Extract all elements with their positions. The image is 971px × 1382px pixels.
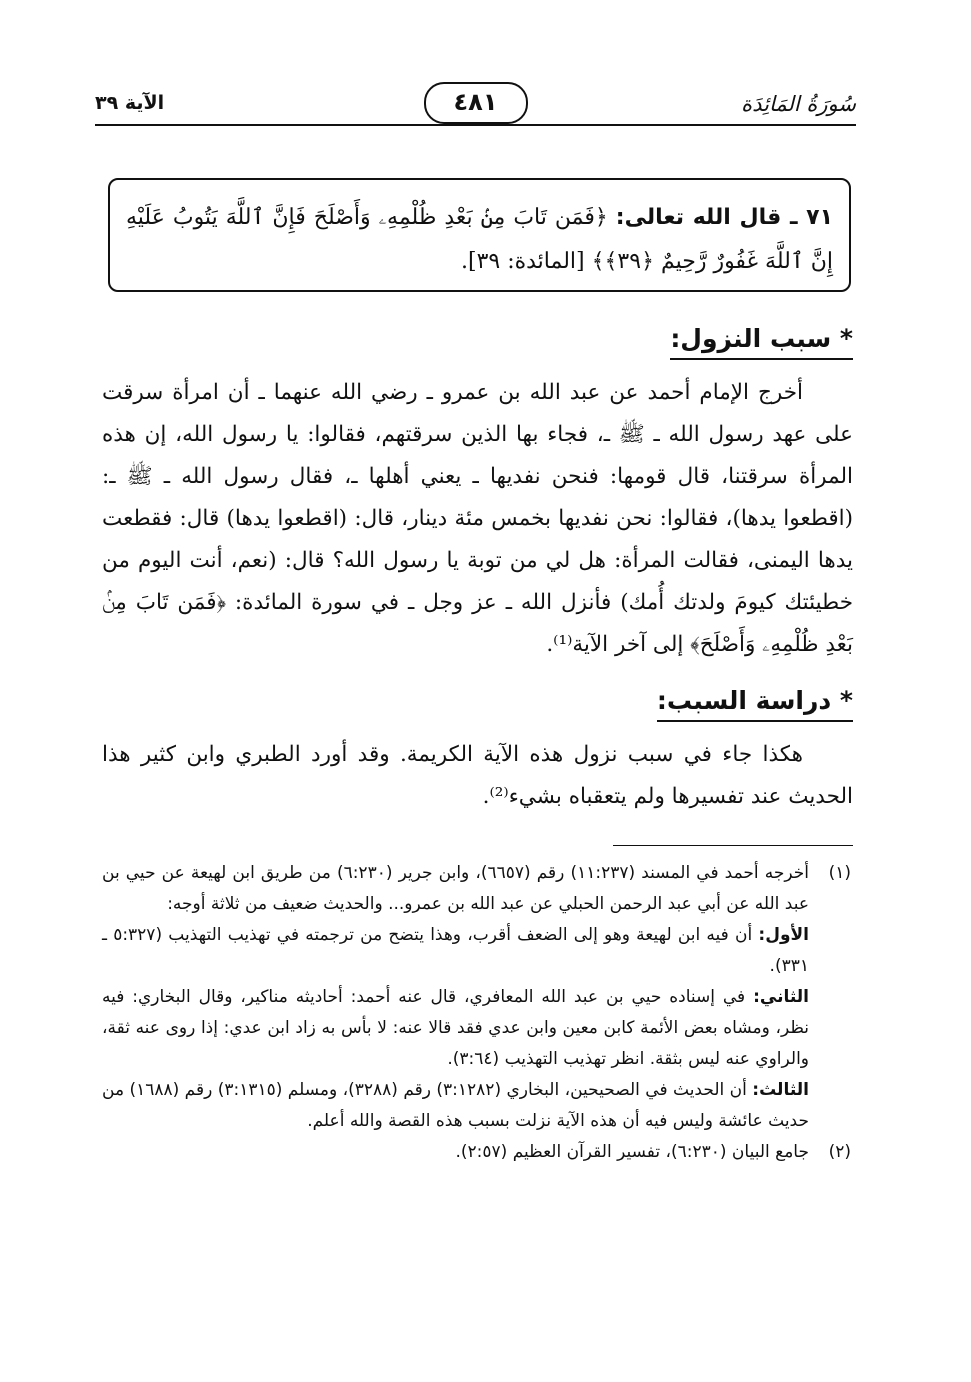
footnote-number: (٢) — [828, 1142, 851, 1162]
point-text: في إسناده حيي بن عبد الله المعافري، قال عنه أحمد: أحاديثه مناكير، وقال البخاري: فيه نظر، ومشاه بعض الأئمة كابن معين وابن عدي فقد قالا عنه: لا بأس به زاد ابن عدي: إذا روى عنه ثقة، والراوي عنه ليس بثقة. انظر تهذيب التهذيب (٣:٦٤). — [102, 987, 809, 1069]
surah-name: سُورَةُ المَائِدَة — [741, 92, 856, 116]
footnote-number: (١) — [828, 863, 851, 883]
footnote-1 — [102, 858, 851, 1137]
verse-box — [108, 178, 851, 292]
footnotes — [102, 858, 851, 1168]
revelation-cause-body: أخرج الإمام أحمد عن عبد الله بن عمرو ـ رضي الله عنهما ـ أن امرأة سرقت على عهد رسول الله ـ ﷺ ـ، فجاء بها الذين سرقتهم، فقالوا: يا رسول الله، إن هذه المرأة سرقتنا، قال قومها: فنحن نفديها ـ يعني أهلها ـ، فقال رسول الله ـ ﷺ ـ: (اقطعوا يدها)، فقالوا: نحن نفديها بخمس مئة دينار، قال: (اقطعوا يدها) قال: فقطعت يدها اليمنى، فقالت المرأة: هل لي من توبة يا رسول الله؟ قال: (نعم، أنت اليوم من خطيئتك كيومَ ولدتك أُمك) فأنزل الله ـ عز وجل ـ في سورة المائدة: ﴿فَمَن تَابَ مِنۢ بَعْدِ ظُلْمِهِۦ وَأَصْلَحَ﴾ إلى آخر الآية⁽¹⁾. — [102, 380, 853, 657]
footnote-separator — [613, 845, 853, 846]
point-text: أن فيه ابن لهيعة وهو إلى الضعف أقرب، وهذا يتضح من ترجمته في تهذيب التهذيب (٥:٣٢٧ ـ ٣٣١). — [102, 925, 809, 976]
page-number: ٤٨١ — [424, 82, 528, 124]
footnote-point-third — [102, 1075, 809, 1137]
page-header — [95, 82, 856, 126]
point-text: أن الحديث في الصحيحين، البخاري (٣:١٢٨٢) رقم (٣٢٨٨)، ومسلم (٣:١٣١٥) رقم (١٦٨٨) من حديث عائشة وليس فيه أن هذه الآية نزلت بسبب هذه القصة والله أعلم. — [102, 1080, 809, 1131]
point-label: الثالث: — [752, 1080, 809, 1100]
footnote-point-first — [102, 920, 809, 982]
section-heading-cause-study: * دراسة السبب: — [657, 684, 853, 722]
verse-text: ﴿فَمَن تَابَ مِنۢ بَعْدِ ظُلْمِهِۦ وَأَصْلَحَ فَإِنَّ ٱللَّهَ يَتُوبُ عَلَيْهِ إِنَّ ٱللَّهَ غَفُورٌ رَّحِيمٌ ﴿٣٩﴾﴾ — [126, 205, 833, 274]
verse-lead: ٧١ ـ قال الله تعالى: — [615, 205, 833, 230]
footnote-text: جامع البيان (٦:٢٣٠)، تفسير القرآن العظيم (٢:٥٧). — [455, 1142, 809, 1162]
footnote-point-second — [102, 982, 809, 1075]
ayah-reference: الآية ٣٩ — [95, 92, 165, 114]
footnote-2 — [102, 1137, 851, 1168]
footnote-text: أخرجه أحمد في المسند (١١:٢٣٧) رقم (٦٦٥٧)، وابن جرير (٦:٢٣٠) من طريق ابن لهيعة عن حيي بن عبد الله عن أبي عبد الرحمن الحبلي عن عبد الله بن عمرو... والحديث ضعيف من ثلاثة أوجه: — [102, 863, 809, 914]
cause-study-body: هكذا جاء في سبب نزول هذه الآية الكريمة. وقد أورد الطبري وابن كثير هذا الحديث عند تفسيرها ولم يتعقباه بشيء⁽²⁾. — [102, 742, 853, 809]
header-rule — [95, 124, 856, 126]
section-heading-revelation-cause: * سبب النزول: — [670, 322, 853, 360]
point-label: الثاني: — [753, 987, 810, 1007]
point-label: الأول: — [758, 925, 810, 945]
verse-citation: [المائدة: ٣٩]. — [460, 249, 585, 274]
